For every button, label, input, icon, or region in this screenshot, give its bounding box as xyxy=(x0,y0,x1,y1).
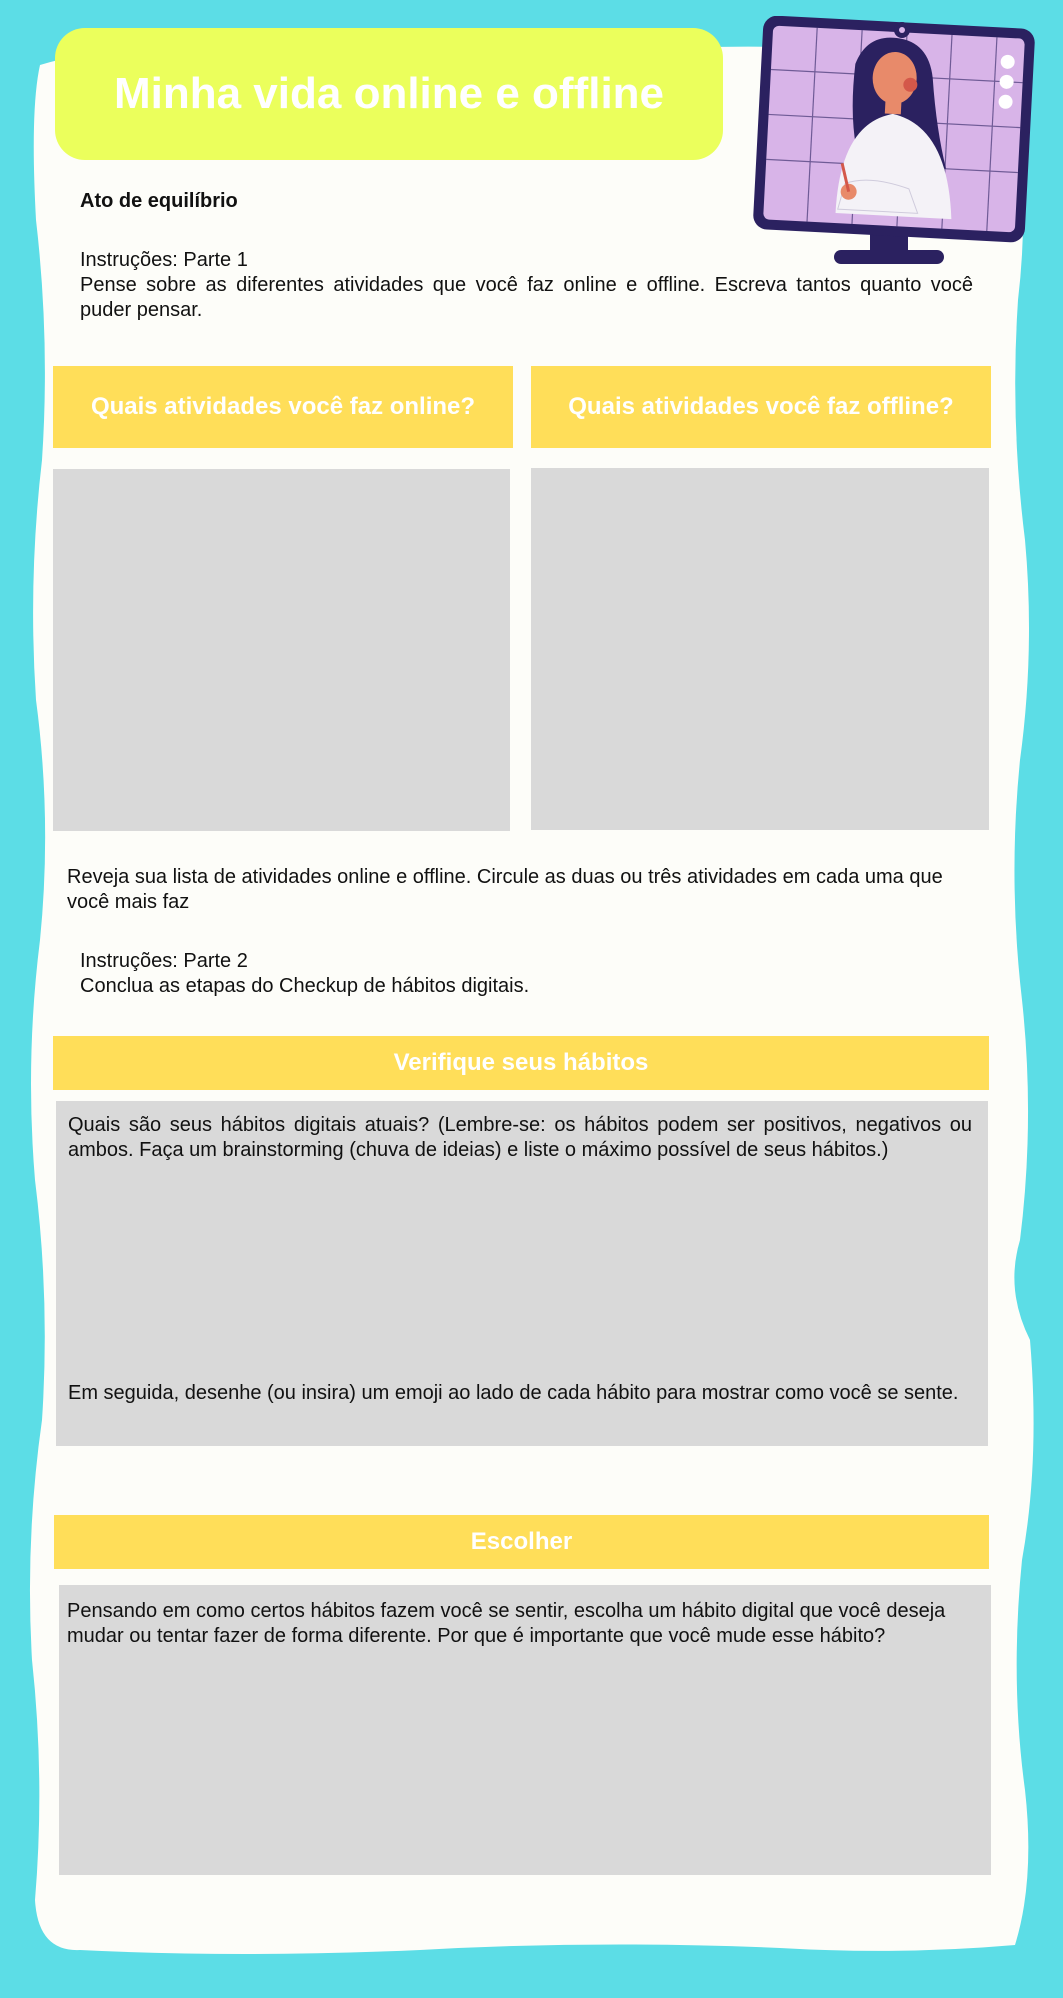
online-activities-header-label: Quais atividades você faz online? xyxy=(90,393,476,420)
video-call-monitor-illustration xyxy=(752,16,1037,270)
part2-text: Conclua as etapas do Checkup de hábitos digitais. xyxy=(80,975,530,997)
part2-label: Instruções: Parte 2 xyxy=(80,950,248,972)
habits-emoji-instructions: Em seguida, desenhe (ou insira) um emoji ao lado de cada hábito para mostrar como você se sente. xyxy=(68,1382,959,1404)
offline-activities-header xyxy=(531,366,991,448)
habits-answer-box[interactable] xyxy=(56,1101,988,1446)
offline-activities-header-label: Quais atividades você faz offline? xyxy=(568,393,954,420)
choose-header xyxy=(54,1515,989,1569)
part1-text: Pense sobre as diferentes atividades que você faz online e offline. Escreva tantos quanto você puder pensar. xyxy=(80,274,973,321)
title-banner xyxy=(55,28,723,160)
part1-label: Instruções: Parte 1 xyxy=(80,249,248,271)
online-activities-header xyxy=(53,366,513,448)
online-activities-answer-box[interactable] xyxy=(53,469,510,831)
offline-activities-answer-box[interactable] xyxy=(531,468,989,830)
habits-header-label: Verifique seus hábitos xyxy=(393,1049,649,1076)
part2-instructions xyxy=(80,949,973,999)
part1-instructions xyxy=(80,248,973,323)
choose-question: Pensando em como certos hábitos fazem você se sentir, escolha um hábito digital que você deseja mudar ou tentar fazer de forma diferente. Por que é importante que você mude esse hábito? xyxy=(67,1600,946,1647)
habits-question: Quais são seus hábitos digitais atuais? (Lembre-se: os hábitos podem ser positivos, negativos ou ambos. Faça um brainstorming (chuva de ideias) e liste o máximo possível de seus hábitos.) xyxy=(68,1114,972,1161)
habits-header xyxy=(53,1036,989,1090)
review-instructions: Reveja sua lista de atividades online e offline. Circule as duas ou três atividades em cada uma que você mais faz xyxy=(67,866,943,913)
neck xyxy=(885,100,902,115)
choose-answer-box[interactable] xyxy=(59,1585,991,1875)
section-subtitle: Ato de equilíbrio xyxy=(80,190,238,212)
choose-header-label: Escolher xyxy=(470,1528,573,1555)
page-title: Minha vida online e offline xyxy=(113,69,665,118)
